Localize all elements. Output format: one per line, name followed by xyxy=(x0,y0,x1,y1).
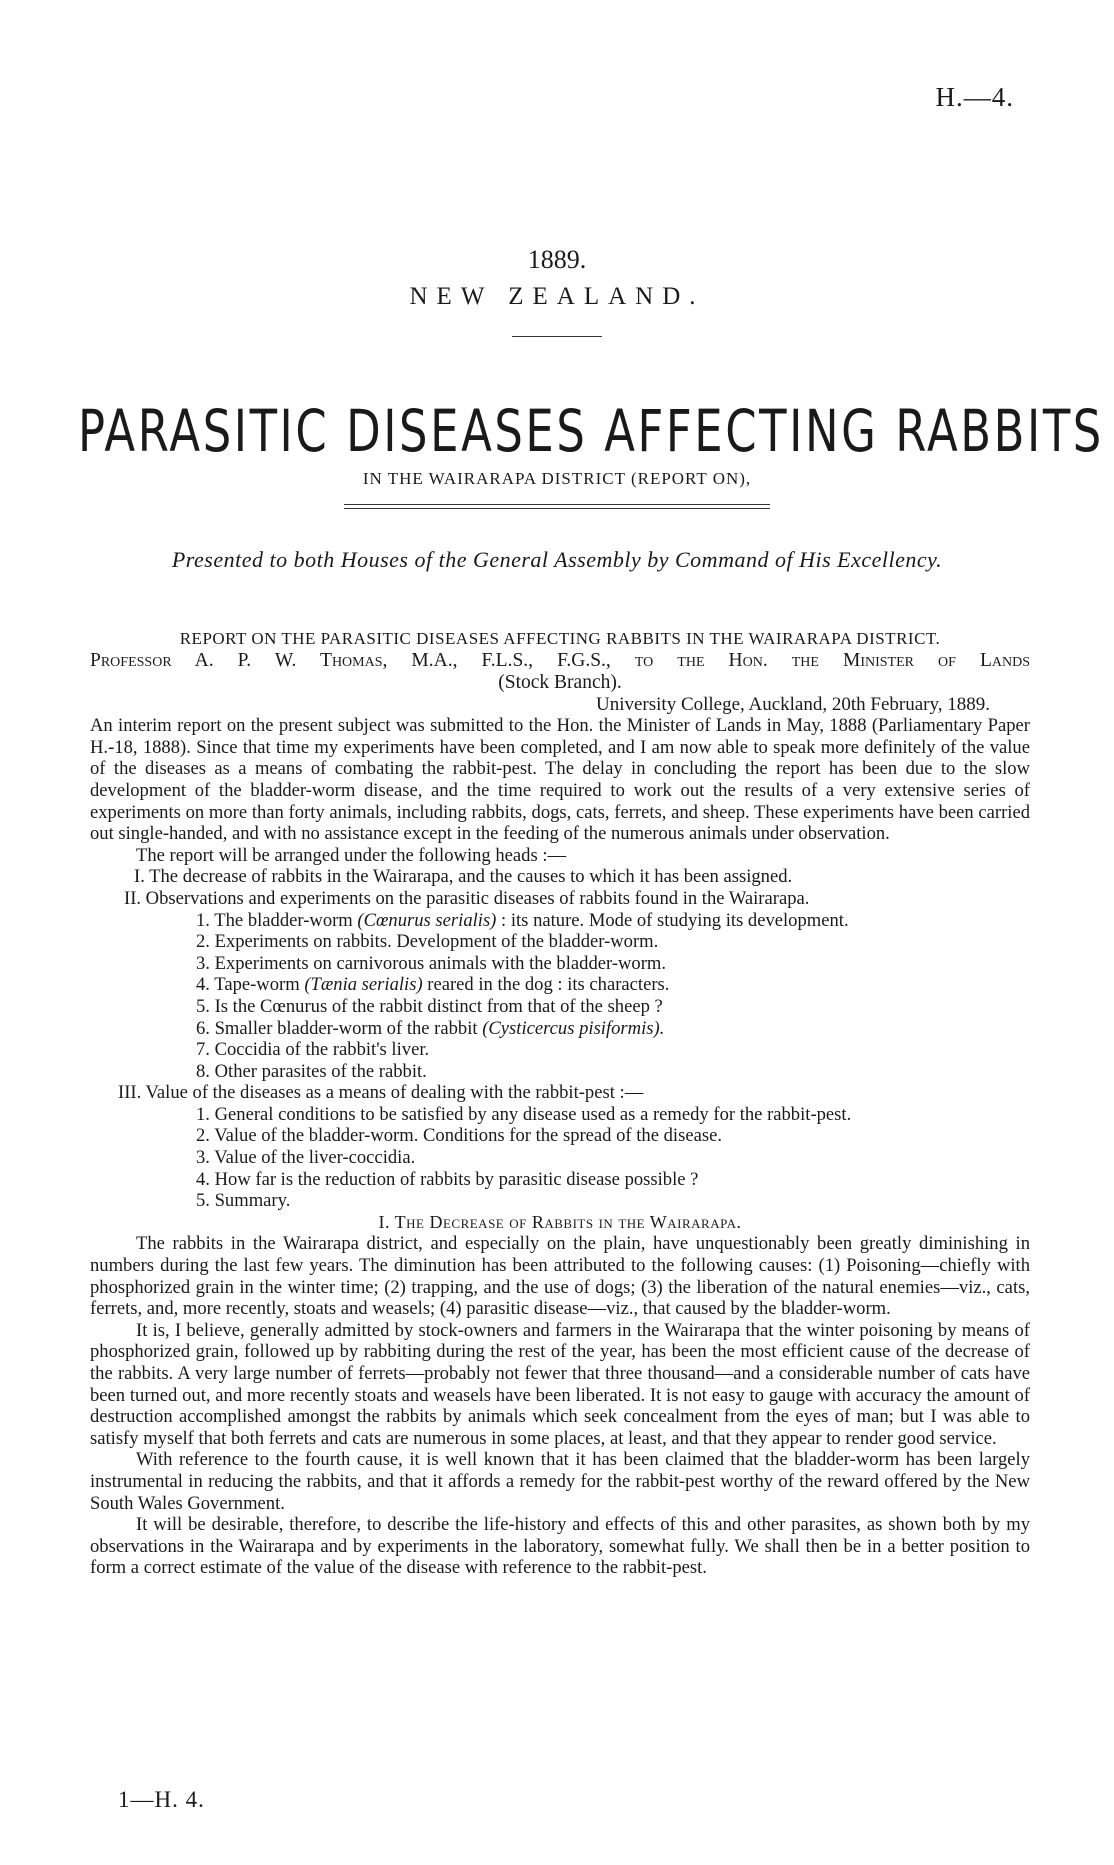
head-II-4 xyxy=(90,974,1030,996)
paragraph-1: The rabbits in the Wairarapa district, and especially on the plain, have unquestionably been greatly diminishing in numbers during the last few years. The diminution has been attributed to the following causes: (1) Poisoning—chiefly with phosphorized grain in the winter time; (2) trapping, and the use of dogs; (3) the liberation of the natural enemies—viz., cats, ferrets, and, more recently, stoats and weasels; (4) parasitic disease—viz., that caused by the bladder-worm. xyxy=(90,1233,1030,1320)
report-body xyxy=(90,628,1030,1579)
head-I: I. The decrease of rabbits in the Wairarapa, and the causes to which it has been assigned. xyxy=(134,866,793,888)
section-heading-I: I. The Decrease of Rabbits in the Wairarapa. xyxy=(378,1211,742,1232)
divider-short xyxy=(512,336,602,337)
head-II-2: 2. Experiments on rabbits. Development of the bladder-worm. xyxy=(196,931,659,953)
dateline: University College, Auckland, 20th February, 1889. xyxy=(595,693,990,715)
head-II-8: 8. Other parasites of the rabbit. xyxy=(196,1060,427,1082)
byline-line-2: (Stock Branch). xyxy=(498,671,622,693)
head-III-2: 2. Value of the bladder-worm. Conditions for the spread of the disease. xyxy=(196,1125,722,1147)
year: 1889. xyxy=(527,245,587,274)
page-footer: 1—H. 4. xyxy=(118,1787,205,1812)
paragraph-2: It is, I believe, generally admitted by stock-owners and farmers in the Wairarapa that the winter poisoning by means of phosphorized grain, followed up by rabbiting during the rest of the year, has been the most efficient cause of the decrease of the rabbits. A very large number of ferrets—probably not fewer that three thousand—and a considerable number of cats have been turned out, and more recently stoats and weasels have been liberated. It is not easy to gauge with accuracy the amount of destruction accomplished amongst the rabbits by animals which seek concealment from the eyes of man; but I was able to satisfy myself that both ferrets and cats are numerous in some places, at least, and that they appear to render good service. xyxy=(90,1319,1030,1449)
page-title: PARASITIC DISEASES AFFECTING RABBITS xyxy=(77,397,1104,465)
head-II-6-text: 6. Smaller bladder-worm of the rabbit xyxy=(196,1017,483,1039)
intro-paragraph: An interim report on the present subject was submitted to the Hon. the Minister of Lands in May, 1888 (Parliamentary Paper H.-18, 1888). Since that time my experiments have been completed, and I am now able to speak more definitely of the value of the diseases as a means of combating the rabbit-pest. The delay in concluding the report has been due to the slow development of the bladder-worm disease, and the time required to work out the results of a very extensive series of experiments on more than forty animals, including rabbits, dogs, cats, ferrets, and sheep. These experiments have been carried out single-handed, and with no assistance except in the feeding of the numerous animals under observation. xyxy=(90,715,1030,845)
divider-long xyxy=(344,504,770,505)
head-II-4-italic: (Tænia serialis) xyxy=(304,974,423,996)
divider-long-second xyxy=(344,508,770,509)
paragraph-4: It will be desirable, therefore, to describe the life-history and effects of this and other parasites, as shown both by my observations in the Wairarapa and by experiments in the laboratory, somewhat fully. We shall then be in a better position to form a correct estimate of the value of the disease with reference to the rabbit-pest. xyxy=(90,1514,1030,1579)
head-III-3: 3. Value of the liver-coccidia. xyxy=(196,1147,416,1169)
head-III: III. Value of the diseases as a means of dealing with the rabbit-pest :— xyxy=(118,1082,644,1104)
heads-intro: The report will be arranged under the following heads :— xyxy=(136,844,567,866)
page-reference: H.—4. xyxy=(935,82,1014,112)
head-II-3: 3. Experiments on carnivorous animals with the bladder-worm. xyxy=(196,952,667,974)
paragraph-3: With reference to the fourth cause, it is well known that it has been claimed that the bladder-worm has been largely instrumental in reducing the rabbits, and that it affords a remedy for the rabbit-pest worthy of the reward offered by the New South Wales Government. xyxy=(90,1449,1030,1514)
page-subtitle: IN THE WAIRARAPA DISTRICT (REPORT ON), xyxy=(362,469,752,488)
head-II-1-italic: (Cœnurus serialis) xyxy=(357,909,497,931)
head-III-4: 4. How far is the reduction of rabbits by parasitic disease possible ? xyxy=(196,1168,699,1190)
head-II-5: 5. Is the Cœnurus of the rabbit distinct from that of the sheep ? xyxy=(196,995,663,1017)
country-heading: NEW ZEALAND. xyxy=(409,283,705,310)
head-II-7: 7. Coccidia of the rabbit's liver. xyxy=(196,1039,430,1061)
head-II-1-text: 1. The bladder-worm xyxy=(196,909,358,931)
head-II-6-italic: (Cysticercus pisiformis). xyxy=(482,1017,665,1039)
head-II-4-text: 4. Tape-worm xyxy=(196,974,305,996)
head-II: II. Observations and experiments on the parasitic diseases of rabbits found in the Wairarapa. xyxy=(124,887,810,909)
head-II-4-rest: reared in the dog : its characters. xyxy=(422,974,670,996)
presented-line: Presented to both Houses of the General Assembly by Command of His Excellency. xyxy=(171,547,943,572)
byline-line-1: Professor A. P. W. Thomas, M.A., F.L.S., F.G.S., to the Hon. the Minister of Lands xyxy=(90,649,1030,671)
head-II-1 xyxy=(90,910,1030,932)
head-III-5: 5. Summary. xyxy=(196,1190,291,1212)
head-II-6 xyxy=(90,1018,1030,1040)
head-III-1: 1. General conditions to be satisfied by any disease used as a remedy for the rabbit-pest. xyxy=(196,1103,852,1125)
head-II-1-rest: : its nature. Mode of studying its development. xyxy=(496,909,849,931)
report-heading: REPORT ON THE PARASITIC DISEASES AFFECTING RABBITS IN THE WAIRARAPA DISTRICT. xyxy=(179,629,941,648)
byline xyxy=(90,650,1030,694)
